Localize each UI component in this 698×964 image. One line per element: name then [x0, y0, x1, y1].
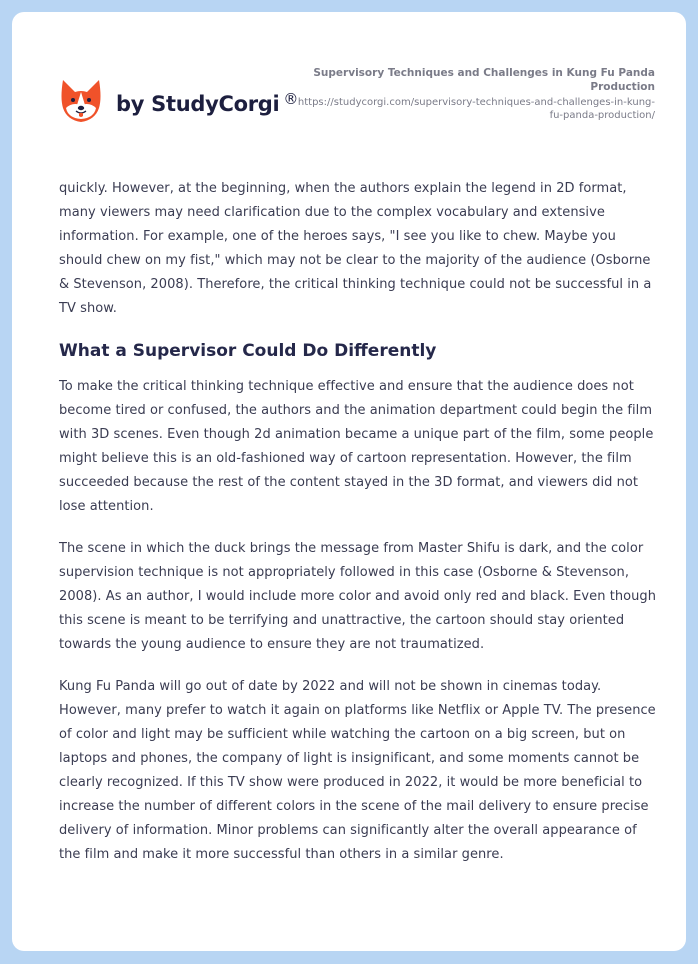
paragraph: To make the critical thinking technique effective and ensure that the audience does not become tired or confused, the authors and the animation department could begin the film with 3D scenes. Even though 2d animation became a unique part of the film, some people might believe this is an old-fashioned way of cartoon representation. However, the film succeeded because the rest of the content stayed in the 3D format, and viewers did not lose attention. [59, 379, 654, 514]
article-body [59, 177, 659, 885]
document-page [12, 12, 686, 951]
logo-text: by StudyCorgi [116, 92, 280, 116]
document-url[interactable]: https://studycorgi.com/supervisory-techniques-and-challenges-in-kung-fu-panda-production/ [297, 97, 655, 121]
corgi-icon [60, 78, 102, 124]
studycorgi-logo[interactable] [60, 76, 298, 126]
document-meta [295, 66, 655, 122]
section-heading: What a Supervisor Could Do Differently [59, 341, 437, 361]
registered-mark: ® [283, 90, 299, 108]
document-title: Supervisory Techniques and Challenges in Kung Fu Panda Production [313, 67, 655, 93]
intro-paragraph: quickly. However, at the beginning, when the authors explain the legend in 2D format, many viewers may need clarification due to the complex vocabulary and extensive information. For example, one of the heroes says, "I see you like to chew. Maybe you should chew on my fist," which may not be clear to the majority of the audience (Osborne & Stevenson, 2008). Therefore, the critical thinking technique could not be successful in a TV show. [59, 181, 652, 316]
paragraph: The scene in which the duck brings the message from Master Shifu is dark, and the color supervision technique is not appropriately followed in this case (Osborne & Stevenson, 2008). As an author, I would include more color and avoid only red and black. Even though this scene is meant to be terrifying and unattractive, the cartoon should stay oriented towards the young audience to ensure they are not traumatized. [59, 541, 657, 652]
paragraph: Kung Fu Panda will go out of date by 2022 and will not be shown in cinemas today. However, many prefer to watch it again on platforms like Netflix or Apple TV. The presence of color and light may be sufficient while watching the cartoon on a big screen, but on laptops and phones, the company of light is insignificant, and some moments cannot be clearly recognized. If this TV show were produced in 2022, it would be more beneficial to increase the number of different colors in the scene of the mail delivery to ensure precise delivery of information. Minor problems can significantly alter the overall appearance of the film and make it more successful than others in a similar genre. [59, 679, 656, 862]
